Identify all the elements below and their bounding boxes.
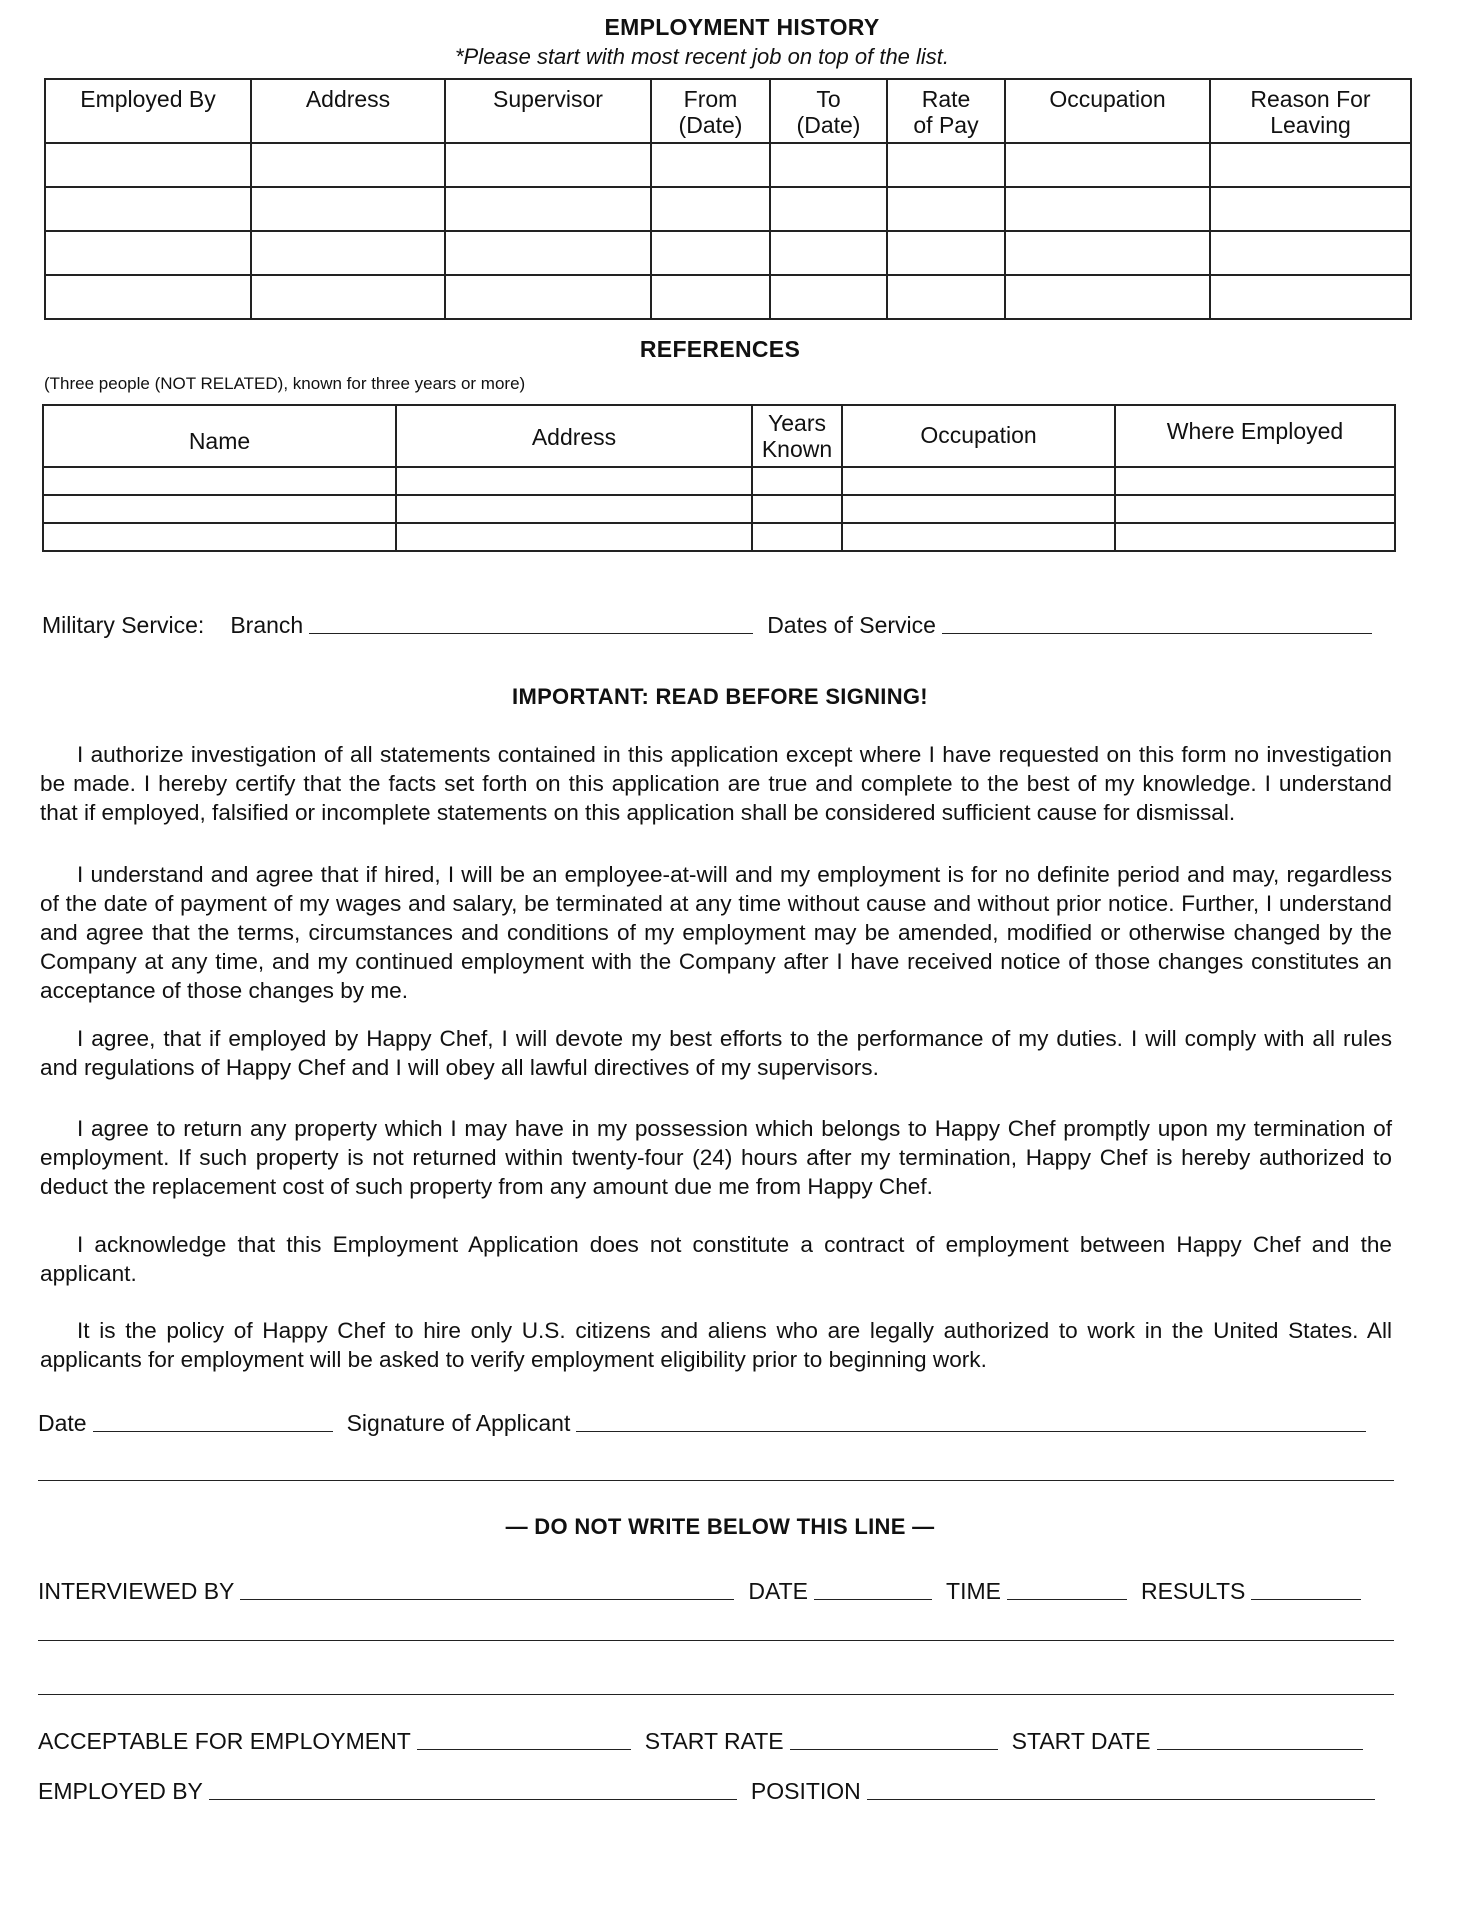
interviewed-by-label: INTERVIEWED BY (38, 1578, 235, 1604)
interview-date-field[interactable] (814, 1599, 932, 1600)
ref-name-cell[interactable] (43, 523, 396, 551)
address-cell[interactable] (251, 231, 445, 275)
signature-field[interactable] (576, 1431, 1366, 1432)
important-paragraph-4: I agree to return any property which I may have in my possession which belongs to Happy Chef promptly upon my termination of employment. If such property is not returned within twenty-four (24) hours after my termination, Happy Chef is hereby authorized to deduct the replacement cost of such property from any amount due me from Happy Chef. (40, 1116, 1392, 1199)
rate-of-pay-cell[interactable] (887, 187, 1005, 231)
col-supervisor: Supervisor (445, 79, 651, 143)
employed-by-field[interactable] (209, 1799, 737, 1800)
interview-time-field[interactable] (1007, 1599, 1127, 1600)
acceptable-for-employment-field[interactable] (417, 1749, 631, 1750)
office-notes-line-2 (38, 1694, 1394, 1695)
interview-row (38, 1578, 1394, 1605)
important-paragraph-1: I authorize investigation of all statements contained in this application except where I have requested on this form no investigation be made. I hereby certify that the facts set forth on this application are true and complete to the best of my knowledge. I understand that if employed, falsified or incomplete statements on this application shall be considered sufficient cause for dismissal. (40, 742, 1392, 825)
branch-field[interactable] (309, 633, 753, 634)
employment-history-row (45, 275, 1411, 319)
from-date-cell[interactable] (651, 187, 770, 231)
start-date-label: START DATE (1011, 1728, 1151, 1754)
references-title: REFERENCES (639, 336, 801, 362)
col-to-date: To (Date) (770, 79, 887, 143)
start-rate-field[interactable] (790, 1749, 998, 1750)
dates-of-service-label: Dates of Service (767, 612, 936, 638)
col-name: Name (43, 405, 396, 467)
employed-by-label: EMPLOYED BY (38, 1778, 203, 1804)
rate-of-pay-cell[interactable] (887, 143, 1005, 187)
position-label: POSITION (750, 1778, 861, 1804)
ref-years-known-cell[interactable] (752, 467, 842, 495)
branch-label: Branch (230, 612, 304, 638)
ref-occupation-cell[interactable] (842, 495, 1115, 523)
ref-address-cell[interactable] (396, 495, 752, 523)
to-date-cell[interactable] (770, 187, 887, 231)
start-rate-label: START RATE (644, 1728, 784, 1754)
occupation-cell[interactable] (1005, 275, 1210, 319)
office-notes-line-1 (38, 1640, 1394, 1641)
references-table (42, 404, 1396, 552)
col-rate-of-pay: Rate of Pay (887, 79, 1005, 143)
from-date-cell[interactable] (651, 231, 770, 275)
reason-for-leaving-cell[interactable] (1210, 275, 1411, 319)
military-service-row (42, 612, 1394, 639)
address-cell[interactable] (251, 143, 445, 187)
col-years-known: Years Known (752, 405, 842, 467)
employment-history-instruction: *Please start with most recent job on top of the list. (455, 44, 950, 69)
supervisor-cell[interactable] (445, 143, 651, 187)
date-field[interactable] (93, 1431, 333, 1432)
references-row (43, 467, 1395, 495)
ref-occupation-cell[interactable] (842, 467, 1115, 495)
start-date-field[interactable] (1157, 1749, 1363, 1750)
interviewed-by-field[interactable] (240, 1599, 734, 1600)
employment-history-row (45, 231, 1411, 275)
employment-history-header-row (45, 79, 1411, 143)
employed-by-cell[interactable] (45, 275, 251, 319)
important-paragraph-3: I agree, that if employed by Happy Chef, I will devote my best efforts to the performance of my duties. I will comply with all rules and regulations of Happy Chef and I will obey all lawful directives of my supervisors. (40, 1026, 1392, 1080)
occupation-cell[interactable] (1005, 187, 1210, 231)
address-cell[interactable] (251, 275, 445, 319)
col-ref-occupation: Occupation (842, 405, 1115, 467)
employed-by-cell[interactable] (45, 231, 251, 275)
to-date-cell[interactable] (770, 143, 887, 187)
acceptance-row (38, 1728, 1394, 1755)
references-row (43, 523, 1395, 551)
important-title: IMPORTANT: READ BEFORE SIGNING! (512, 684, 928, 709)
supervisor-cell[interactable] (445, 187, 651, 231)
ref-name-cell[interactable] (43, 467, 396, 495)
do-not-write-divider: — DO NOT WRITE BELOW THIS LINE — (505, 1514, 935, 1539)
supervisor-cell[interactable] (445, 231, 651, 275)
references-row (43, 495, 1395, 523)
employment-history-title: EMPLOYMENT HISTORY (604, 14, 880, 40)
occupation-cell[interactable] (1005, 143, 1210, 187)
employment-history-table (44, 78, 1412, 320)
ref-where-employed-cell[interactable] (1115, 467, 1395, 495)
reason-for-leaving-cell[interactable] (1210, 187, 1411, 231)
position-field[interactable] (867, 1799, 1375, 1800)
interview-time-label: TIME (946, 1578, 1001, 1604)
col-reason-for-leaving: Reason For Leaving (1210, 79, 1411, 143)
ref-name-cell[interactable] (43, 495, 396, 523)
ref-address-cell[interactable] (396, 467, 752, 495)
rate-of-pay-cell[interactable] (887, 231, 1005, 275)
reason-for-leaving-cell[interactable] (1210, 143, 1411, 187)
ref-years-known-cell[interactable] (752, 495, 842, 523)
important-paragraph-2: I understand and agree that if hired, I will be an employee-at-will and my employment is for no definite period and may, regardless of the date of payment of my wages and salary, be terminated at any time without cause and without prior notice. Further, I understand and agree that the terms, circumstances and conditions of my employment may be amended, modified or otherwise changed by the Company at any time, and my continued employment with the Company after I have received notice of those changes constitutes an acceptance of those changes by me. (40, 862, 1392, 1003)
references-header-row (43, 405, 1395, 467)
military-service-label: Military Service: (42, 612, 205, 638)
occupation-cell[interactable] (1005, 231, 1210, 275)
ref-address-cell[interactable] (396, 523, 752, 551)
employed-by-cell[interactable] (45, 143, 251, 187)
col-occupation: Occupation (1005, 79, 1210, 143)
signature-label: Signature of Applicant (346, 1410, 571, 1436)
acceptable-for-employment-label: ACCEPTABLE FOR EMPLOYMENT (38, 1728, 411, 1754)
col-ref-address: Address (396, 405, 752, 467)
employment-history-row (45, 143, 1411, 187)
interview-date-label: DATE (748, 1578, 809, 1604)
ref-where-employed-cell[interactable] (1115, 523, 1395, 551)
to-date-cell[interactable] (770, 231, 887, 275)
col-where-employed: Where Employed (1115, 405, 1395, 467)
to-date-cell[interactable] (770, 275, 887, 319)
results-field[interactable] (1251, 1599, 1361, 1600)
from-date-cell[interactable] (651, 275, 770, 319)
ref-where-employed-cell[interactable] (1115, 495, 1395, 523)
dates-of-service-field[interactable] (942, 633, 1372, 634)
ref-occupation-cell[interactable] (842, 523, 1115, 551)
employed-by-cell[interactable] (45, 187, 251, 231)
important-paragraph-5: I acknowledge that this Employment Application does not constitute a contract of employment between Happy Chef and the applicant. (40, 1232, 1392, 1286)
date-label: Date (38, 1410, 87, 1436)
ref-years-known-cell[interactable] (752, 523, 842, 551)
col-from-date: From (Date) (651, 79, 770, 143)
rate-of-pay-cell[interactable] (887, 275, 1005, 319)
supervisor-cell[interactable] (445, 275, 651, 319)
reason-for-leaving-cell[interactable] (1210, 231, 1411, 275)
signature-extra-line (38, 1480, 1394, 1481)
address-cell[interactable] (251, 187, 445, 231)
col-employed-by: Employed By (45, 79, 251, 143)
important-paragraph-6: It is the policy of Happy Chef to hire only U.S. citizens and aliens who are legally authorized to work in the United States. All applicants for employment will be asked to verify employment eligibility prior to beginning work. (40, 1318, 1392, 1372)
col-address: Address (251, 79, 445, 143)
from-date-cell[interactable] (651, 143, 770, 187)
employment-history-row (45, 187, 1411, 231)
references-note: (Three people (NOT RELATED), known for three years or more) (44, 374, 526, 393)
results-label: RESULTS (1140, 1578, 1246, 1604)
employed-position-row (38, 1778, 1394, 1805)
signature-row (38, 1410, 1394, 1437)
